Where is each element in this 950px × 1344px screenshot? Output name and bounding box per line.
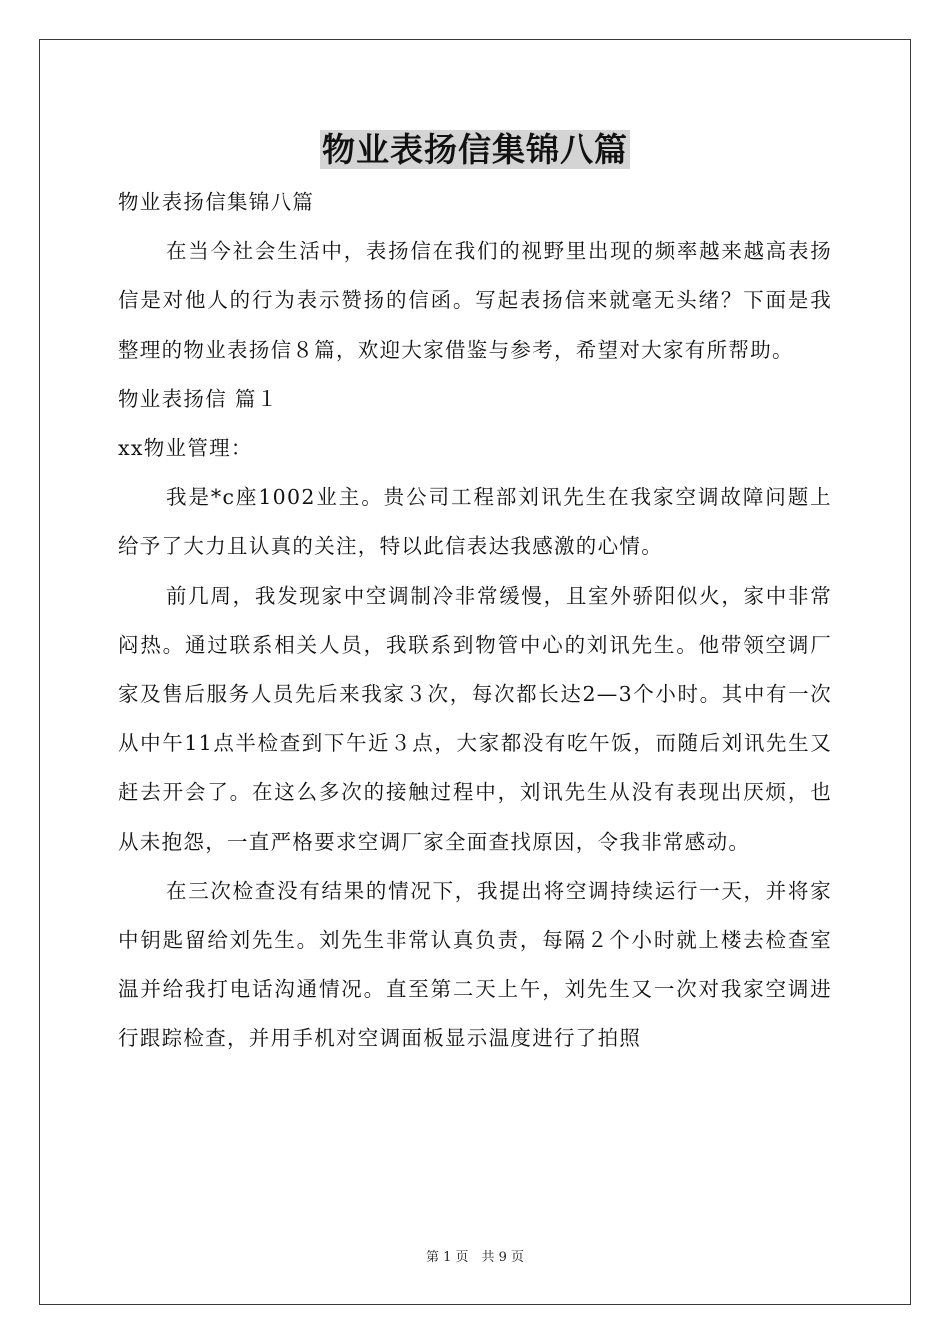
body-paragraph: 前几周，我发现家中空调制冷非常缓慢，且室外骄阳似火，家中非常闷热。通过联系相关人员，我联系到物管中心的刘讯先生。他带领空调厂家及售后服务人员先后来我家３次，每次都长达2—3个小时。其中有一次从中午11点半检查到下午近３点，大家都没有吃午饭，而随后刘讯先生又赶去开会了。在这么多次的接触过程中，刘讯先生从没有表现出厌烦，也从未抱怨，一直严格要求空调厂家全面查找原因，令我非常感动。 [118, 583, 832, 854]
page-number-footer: 第 1 页 共 9 页 [425, 1250, 525, 1265]
intro-paragraph: 在当今社会生活中，表扬信在我们的视野里出现的频率越来越高表扬信是对他人的行为表示赞扬的信函。写起表扬信来就毫无头绪？下面是我整理的物业表扬信８篇，欢迎大家借鉴与参考，希望对大家有所帮助。 [118, 239, 832, 362]
document-body [118, 178, 832, 1064]
title-text: 物业表扬信集锦八篇 [322, 130, 628, 169]
subtitle-line: 物业表扬信集锦八篇 [118, 190, 315, 214]
body-paragraph: 我是*c座1002业主。贵公司工程部刘讯先生在我家空调故障问题上给予了大力且认真的关注，特以此信表达我感激的心情。 [118, 485, 832, 559]
document-title [0, 128, 950, 172]
salutation: xx物业管理： [118, 436, 253, 461]
body-paragraph: 在三次检查没有结果的情况下，我提出将空调持续运行一天，并将家中钥匙留给刘先生。刘先生非常认真负责，每隔２个小时就上楼去检查室温并给我打电话沟通情况。直至第二天上午，刘先生又一次对我家空调进行跟踪检查，并用手机对空调面板显示温度进行了拍照 [118, 878, 832, 1051]
section-heading: 物业表扬信 篇１ [118, 386, 279, 411]
